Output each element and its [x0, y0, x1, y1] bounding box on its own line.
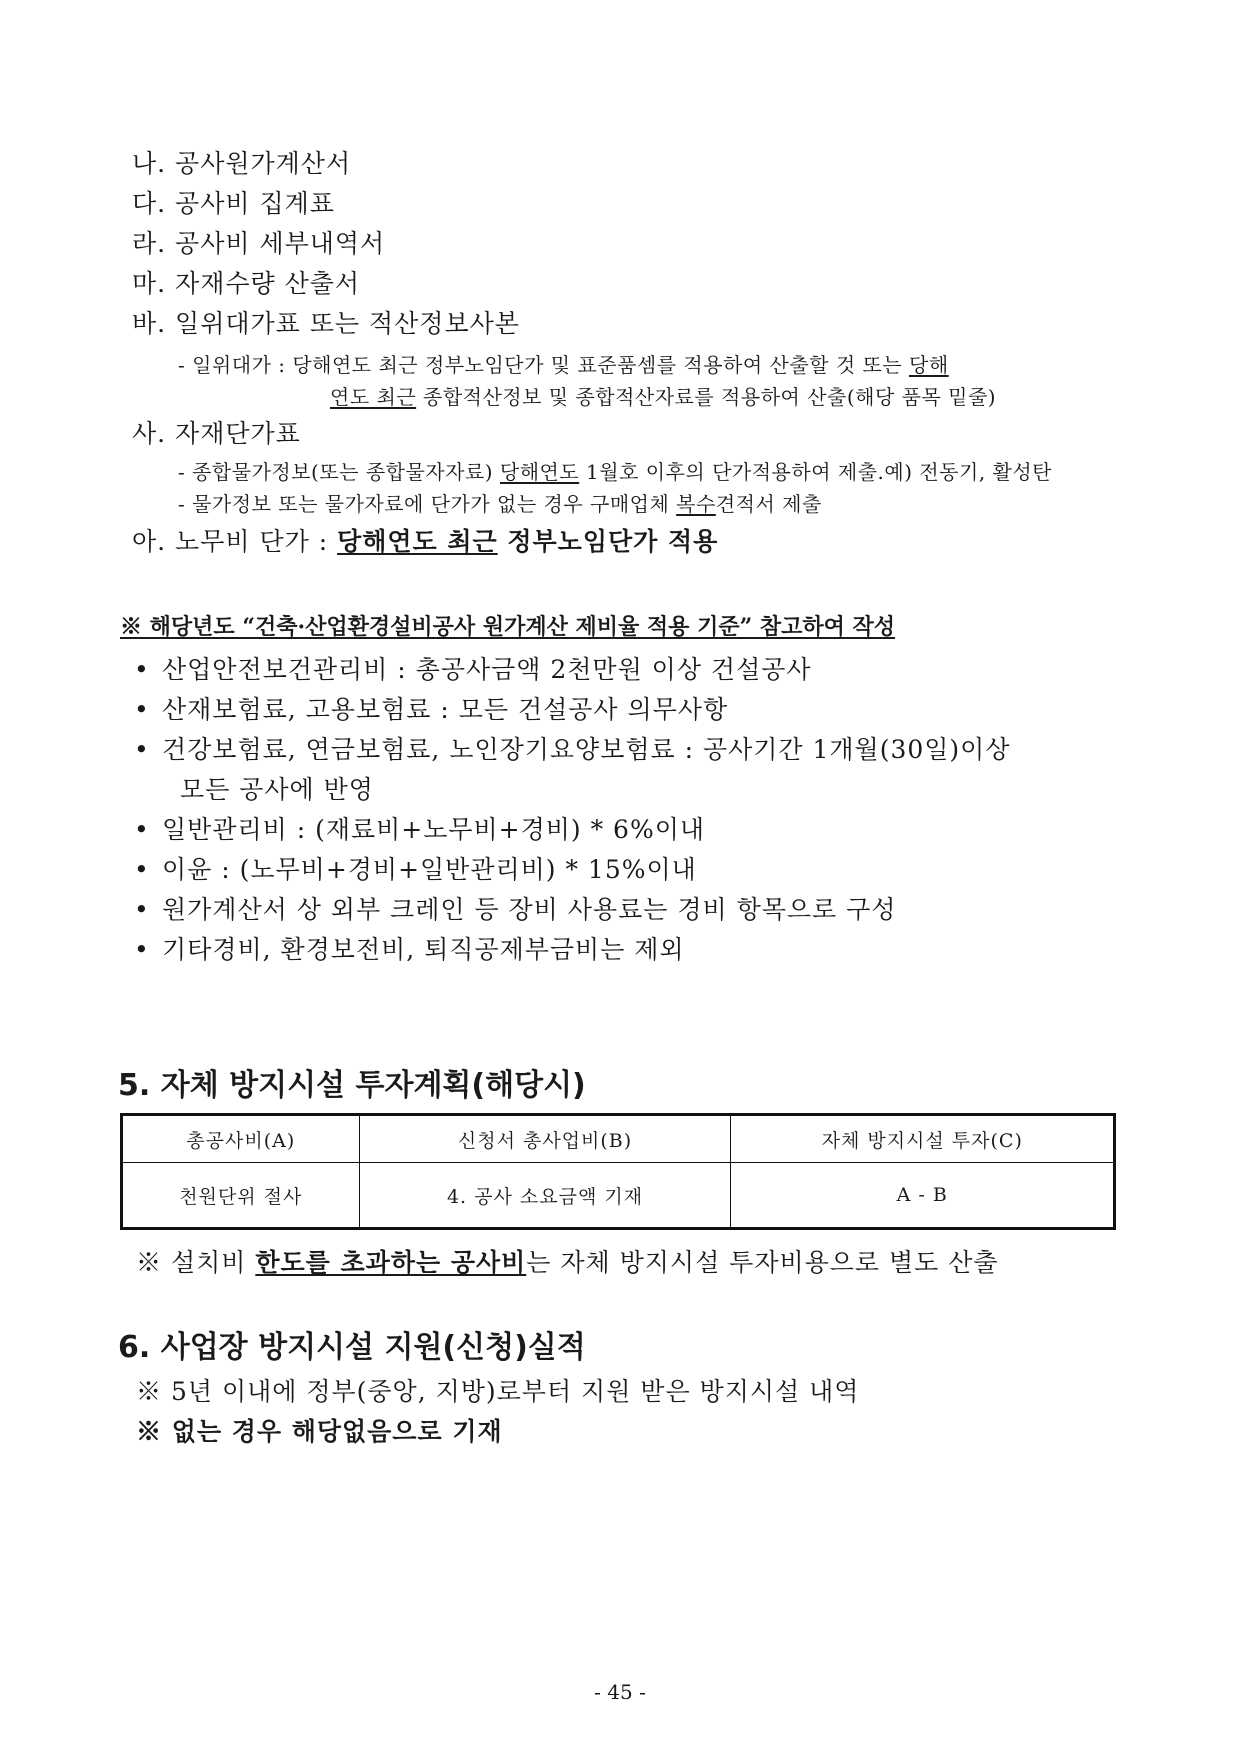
list-item: 마. 자재수량 산출서 [132, 269, 361, 298]
table-row [122, 1163, 1115, 1229]
table-cell: A - B [731, 1163, 1115, 1229]
bullet-item [134, 650, 812, 686]
sa-sub-underline: 복수 [676, 492, 716, 516]
section5-note [136, 1243, 999, 1279]
sa-sub-text: - 종합물가정보(또는 종합물자자료) [178, 460, 500, 484]
bullet-text: 산재보험료, 고용보험료 : 모든 건설공사 의무사항 [162, 695, 729, 724]
bullet-dot: • [134, 655, 150, 684]
ilwi-text: - 일위대가 : 당해연도 최근 정부노임단가 및 표준품셈를 적용하여 산출할 것 또는 [178, 353, 910, 377]
sa-sub-item [178, 488, 822, 517]
ilwi-underline-2: 연도 최근 [330, 385, 417, 409]
list-item: 바. 일위대가표 또는 적산정보사본 [132, 309, 520, 338]
table-header-row [122, 1115, 1115, 1163]
bullet-text: 기타경비, 환경보전비, 퇴직공제부금비는 제외 [162, 935, 685, 964]
list-item: 라. 공사비 세부내역서 [132, 229, 386, 258]
bullet-dot: • [134, 735, 150, 764]
bullet-text: 이윤 : (노무비+경비+일반관리비) * 15%이내 [162, 855, 697, 884]
table-cell: 천원단위 절사 [122, 1163, 360, 1229]
bullet-item [134, 730, 1010, 766]
note-text: ※ 설치비 [136, 1248, 256, 1277]
bullet-item [134, 890, 896, 926]
section6-note: ※ 없는 경우 해당없음으로 기재 [136, 1417, 503, 1446]
note-text: 는 자체 방지시설 투자비용으로 별도 산출 [526, 1248, 999, 1277]
table-header-cell: 신청서 총사업비(B) [359, 1115, 731, 1163]
note-title: ※ 해당년도 “건축·산업환경설비공사 원가계산 제비율 적용 기준” 참고하여 작성 [120, 614, 896, 640]
sa-sub-text: 견적서 제출 [715, 492, 822, 516]
sa-sub-item [178, 456, 1052, 485]
labor-text: 정부노임단가 적용 [497, 527, 719, 556]
labor-label: 아. 노무비 단가 : [132, 527, 338, 556]
bullet-item [134, 690, 728, 726]
ilwi-description [178, 349, 949, 378]
list-item: 다. 공사비 집계표 [132, 189, 335, 218]
bullet-text: 산업안전보건관리비 : 총공사금액 2천만원 이상 건설공사 [162, 655, 812, 684]
labor-underline: 당해연도 최근 [337, 527, 498, 556]
sa-sub-underline: 당해연도 [499, 460, 580, 484]
bullet-text: 일반관리비 : (재료비+노무비+경비) * 6%이내 [162, 815, 706, 844]
bullet-dot: • [134, 815, 150, 844]
bullet-dot: • [134, 855, 150, 884]
bullet-item [134, 930, 685, 966]
sa-sub-text: 1월호 이후의 단가적용하여 제출.예) 전동기, 활성탄 [579, 460, 1052, 484]
ilwi-text-2: 종합적산정보 및 종합적산자료를 적용하여 산출(해당 품목 밑줄) [416, 385, 997, 409]
table-cell: 4. 공사 소요금액 기재 [359, 1163, 731, 1229]
bullet-text: 원가계산서 상 외부 크레인 등 장비 사용료는 경비 항목으로 구성 [162, 895, 897, 924]
section6-title: 6. 사업장 방지시설 지원(신청)실적 [118, 1330, 586, 1365]
list-item [132, 522, 718, 558]
bullet-dot: • [134, 895, 150, 924]
bullet-item [134, 850, 697, 886]
list-item: 나. 공사원가계산서 [132, 149, 352, 178]
note-underline: 한도를 초과하는 공사비 [255, 1248, 527, 1277]
section6-note: ※ 5년 이내에 정부(중앙, 지방)로부터 지원 받은 방지시설 내역 [136, 1377, 860, 1406]
ilwi-description-cont [330, 381, 996, 410]
bullet-item [134, 810, 705, 846]
investment-table [120, 1113, 1116, 1230]
table-header-cell: 자체 방지시설 투자(C) [731, 1115, 1115, 1163]
section5-title: 5. 자체 방지시설 투자계획(해당시) [118, 1068, 586, 1103]
ilwi-underline: 당해 [909, 353, 949, 377]
bullet-text: 건강보험료, 연금보험료, 노인장기요양보험료 : 공사기간 1개월(30일)이상 [162, 735, 1011, 764]
list-item: 사. 자재단가표 [132, 419, 301, 448]
page-number: - 45 - [594, 1680, 646, 1704]
sa-sub-text: - 물가정보 또는 물가자료에 단가가 없는 경우 구매업체 [178, 492, 677, 516]
bullet-item-cont: 모든 공사에 반영 [180, 775, 374, 804]
bullet-dot: • [134, 935, 150, 964]
table-header-cell: 총공사비(A) [122, 1115, 360, 1163]
bullet-dot: • [134, 695, 150, 724]
